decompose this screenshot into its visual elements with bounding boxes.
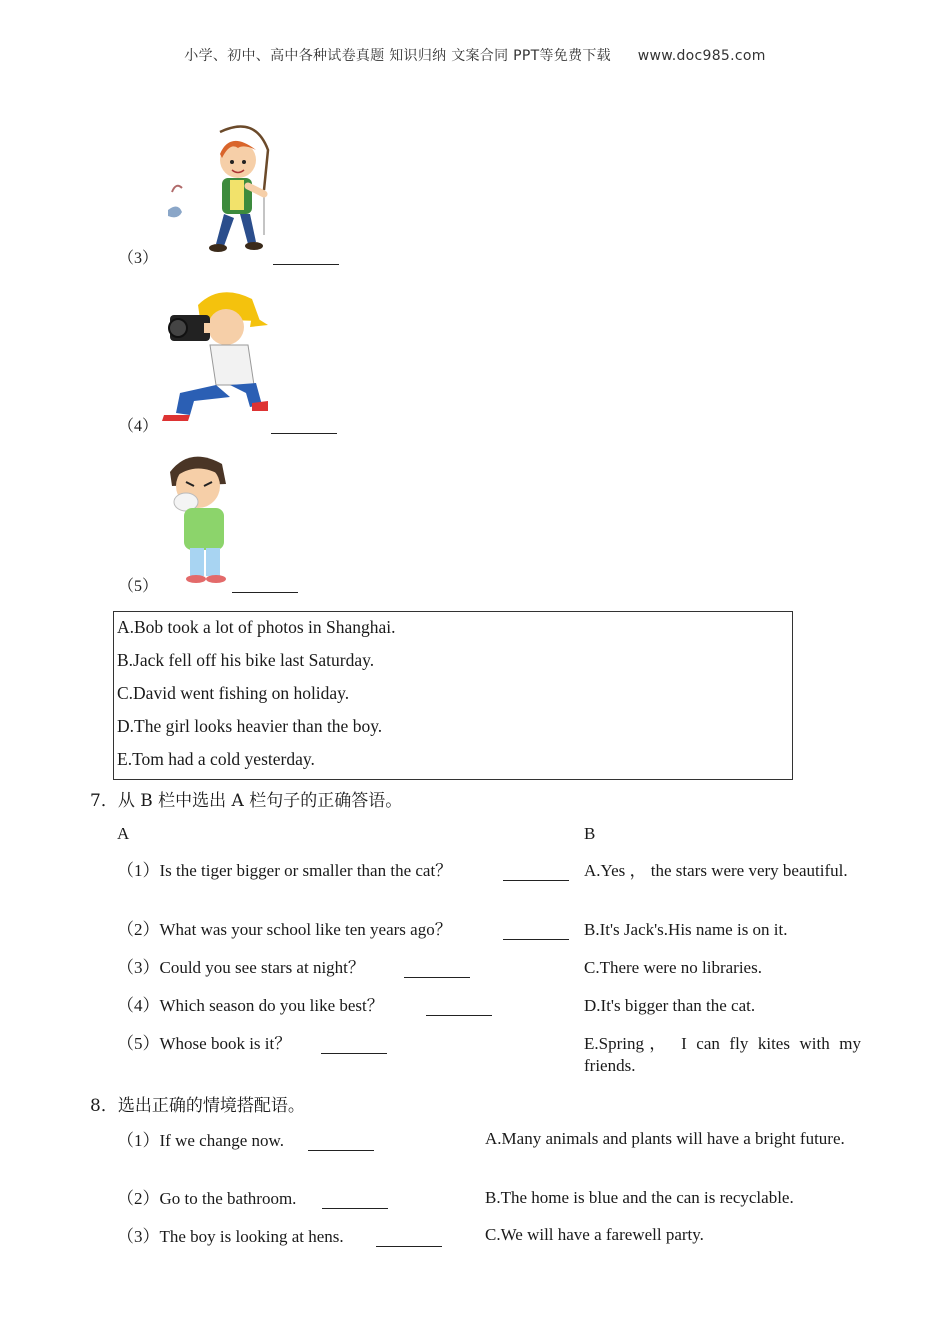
item-4-answer-blank[interactable] bbox=[271, 419, 337, 434]
q8-answer-blank-2[interactable] bbox=[322, 1194, 388, 1209]
option-d: D.The girl looks heavier than the boy. bbox=[117, 716, 383, 736]
header-url[interactable]: www.doc985.com bbox=[637, 48, 766, 64]
q7-a-item-1: （1）Is the tiger bigger or smaller than the cat？ bbox=[117, 861, 453, 880]
item-3-answer-blank[interactable] bbox=[273, 250, 339, 265]
item-3-number: （3） bbox=[118, 250, 159, 267]
q8-b-item-c: C.We will have a farewell party. bbox=[485, 1225, 704, 1244]
q7-a-item-2: （2）What was your school like ten years ago？ bbox=[117, 920, 452, 939]
q8-answer-blank-3[interactable] bbox=[376, 1232, 442, 1247]
q8-a-item-3: （3）The boy is looking at hens. bbox=[117, 1227, 344, 1246]
q7-col-b-label: B bbox=[584, 824, 596, 843]
q7-answer-blank-1[interactable] bbox=[503, 866, 569, 881]
q7-b-item-a: A.Yes ， the stars were very beautiful. bbox=[584, 861, 848, 880]
q8-b-item-b: B.The home is blue and the can is recyclable. bbox=[485, 1188, 794, 1207]
boy-fishing-image bbox=[160, 120, 280, 260]
q7-col-a-label: A bbox=[117, 824, 130, 843]
item-5-number: （5） bbox=[118, 578, 159, 595]
option-b: B.Jack fell off his bike last Saturday. bbox=[117, 650, 375, 670]
q7-answer-blank-5[interactable] bbox=[321, 1039, 387, 1054]
q7-answer-blank-4[interactable] bbox=[426, 1001, 492, 1016]
page-header bbox=[0, 45, 950, 65]
q8-heading: 8．选出正确的情境搭配语。 bbox=[90, 1096, 305, 1116]
boy-sneezing-image bbox=[160, 452, 240, 592]
q7-a-item-5: （5）Whose book is it？ bbox=[117, 1034, 292, 1053]
q7-a-item-4: （4）Which season do you like best？ bbox=[117, 996, 384, 1015]
item-5-answer-blank[interactable] bbox=[232, 578, 298, 593]
q8-a-item-1: （1）If we change now. bbox=[117, 1131, 284, 1150]
q7-heading: 7．从 B 栏中选出 A 栏句子的正确答语。 bbox=[90, 791, 403, 811]
options-box bbox=[113, 611, 793, 780]
q8-b-item-a: A.Many animals and plants will have a bright future. bbox=[485, 1129, 845, 1148]
item-4-number: （4） bbox=[118, 418, 159, 435]
option-a: A.Bob took a lot of photos in Shanghai. bbox=[117, 617, 396, 637]
q7-b-item-b: B.It's Jack's.His name is on it. bbox=[584, 920, 788, 939]
q8-answer-blank-1[interactable] bbox=[308, 1136, 374, 1151]
q7-a-item-3: （3）Could you see stars at night？ bbox=[117, 958, 365, 977]
boy-taking-photo-image bbox=[160, 285, 275, 430]
q7-b-item-c: C.There were no libraries. bbox=[584, 958, 762, 977]
header-title: 小学、初中、高中各种试卷真题 知识归纳 文案合同 PPT等免费下载 bbox=[184, 48, 611, 64]
q8-a-item-2: （2）Go to the bathroom. bbox=[117, 1189, 297, 1208]
q7-answer-blank-2[interactable] bbox=[503, 925, 569, 940]
option-c: C.David went fishing on holiday. bbox=[117, 683, 350, 703]
q7-b-item-e: E.Spring， I can fly kites with my friends. bbox=[584, 1034, 861, 1075]
q7-answer-blank-3[interactable] bbox=[404, 963, 470, 978]
q7-b-item-d: D.It's bigger than the cat. bbox=[584, 996, 756, 1015]
option-e: E.Tom had a cold yesterday. bbox=[117, 749, 315, 769]
